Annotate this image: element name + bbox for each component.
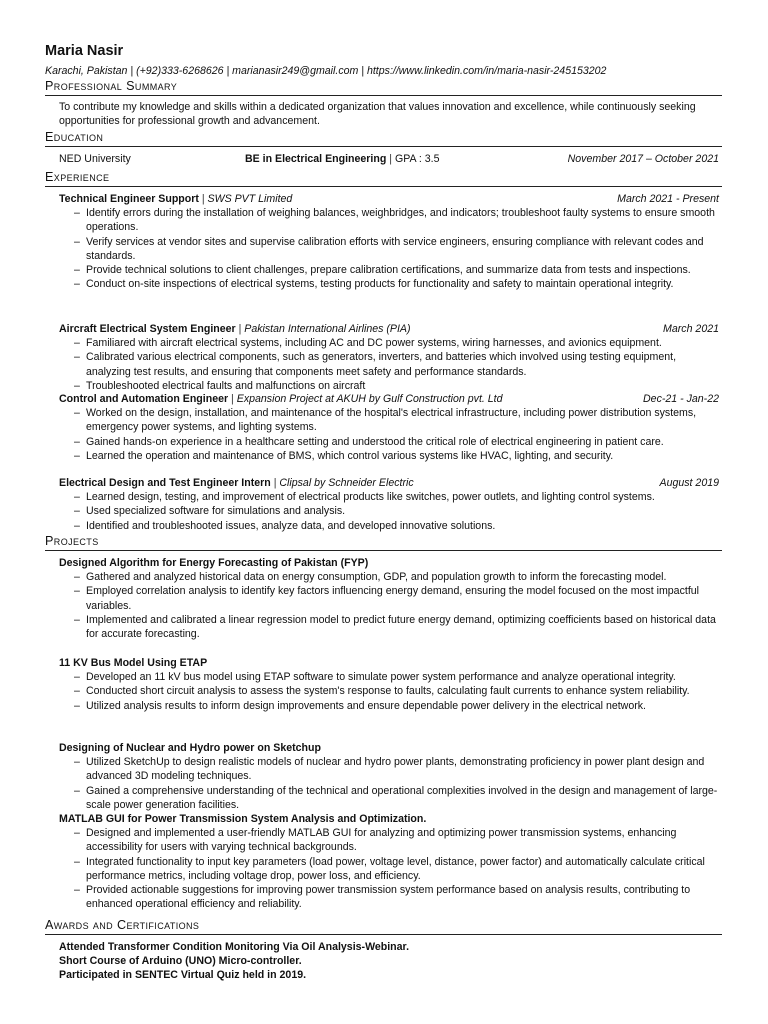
bullet-item: – Troubleshooted electrical faults and malfunctions on aircraft [59, 379, 718, 393]
project-name: Designing of Nuclear and Hydro power on Sketchup [59, 742, 321, 754]
education-row [59, 152, 719, 166]
separator: | [228, 393, 237, 405]
section-title: Awards and Certifications [45, 918, 200, 932]
separator: | [198, 193, 208, 205]
job-org: SWS PVT Limited [207, 193, 293, 205]
job-role: Electrical Design and Test Engineer Intern [59, 477, 271, 489]
section-header-awards [45, 918, 722, 935]
summary-text: To contribute my knowledge and skills within a dedicated organization that values innovation and excellence, while continuously seeking opportunities for professional growth and advancement. [59, 101, 696, 128]
bullet-item: – Integrated functionality to input key parameters (load power, voltage level, distance, power factor) and automatically calculate critical performance metrics, including voltage drop, power loss, and efficiency. [59, 855, 718, 883]
bullet-item: – Calibrated various electrical components, such as generators, inverters, and batteries which involved using testing equipment, analyzing test results, and ensuring that components meet safety and performance standards. [59, 350, 718, 378]
job-role: Technical Engineer Support [59, 193, 199, 205]
job-header [59, 476, 719, 490]
job-bullets [59, 490, 719, 533]
bullet-item: – Used specialized software for simulations and analysis. [59, 504, 718, 518]
project-name: Designed Algorithm for Energy Forecasting of Pakistan (FYP) [59, 557, 369, 569]
project-bullets [59, 755, 719, 812]
project-entry [59, 812, 719, 911]
award-item: Short Course of Arduino (UNO) Micro-controller. [59, 955, 302, 968]
bullet-item: – Utilized analysis results to inform design improvements and ensure dependable power delivery in the electrical network. [59, 699, 718, 713]
job-header [59, 322, 719, 336]
candidate-name: Maria Nasir [45, 43, 124, 59]
section-header-summary [45, 79, 722, 96]
project-bullets [59, 826, 719, 911]
job-entry [59, 392, 719, 463]
bullet-item: – Identified and troubleshooted issues, analyze data, and developed innovative solutions. [59, 519, 718, 533]
bullet-item: – Gathered and analyzed historical data on energy consumption, GDP, and population growth to inform the forecasting model. [59, 570, 718, 584]
award-item: Participated in SENTEC Virtual Quiz held in 2019. [59, 969, 307, 982]
project-bullets [59, 570, 719, 641]
section-header-experience [45, 170, 722, 187]
degree-info [245, 152, 568, 166]
bullet-item: – Learned design, testing, and improvement of electrical products like switches, power outlets, and lighting control systems. [59, 490, 718, 504]
bullet-item: – Developed an 11 kV bus model using ETAP software to simulate power system performance and analyze operational integrity. [59, 670, 718, 684]
project-entry [59, 741, 719, 812]
bullet-item: – Worked on the design, installation, and maintenance of the hospital's electrical infrastructure, including power distribution systems, emergency power systems, and lighting systems. [59, 406, 718, 434]
job-role: Aircraft Electrical System Engineer [59, 323, 236, 335]
job-role: Control and Automation Engineer [59, 393, 229, 405]
project-entry [59, 556, 719, 641]
contact-line: Karachi, Pakistan | (+92)333-6268626 | marianasir249@gmail.com | https://www.linkedin.com/in/maria-nasir-245153202 [45, 65, 607, 77]
job-bullets [59, 336, 719, 393]
section-header-education [45, 130, 722, 147]
bullet-item: – Gained hands-on experience in a healthcare setting and understood the critical role of electrical engineering in patient care. [59, 435, 718, 449]
job-title-line [59, 392, 503, 406]
job-entry [59, 192, 719, 291]
education-dates: November 2017 – October 2021 [567, 153, 719, 165]
separator: | [270, 477, 280, 489]
job-date: August 2019 [659, 477, 719, 489]
job-header [59, 392, 719, 406]
job-title-line [59, 476, 414, 490]
bullet-item: – Identify errors during the installation of weighing balances, weighbridges, and indicators; troubleshoot faulty systems to ensure smooth operations. [59, 206, 718, 234]
project-name: MATLAB GUI for Power Transmission System Analysis and Optimization. [59, 813, 427, 825]
separator: | [389, 153, 395, 165]
job-org: Clipsal by Schneider Electric [279, 477, 414, 489]
job-date: Dec-21 - Jan-22 [643, 393, 719, 405]
bullet-item: – Gained a comprehensive understanding of the technical and operational complexities involved in the design and management of large-scale power generation facilities. [59, 784, 718, 812]
bullet-item: – Provided actionable suggestions for improving power transmission system performance based on analysis results, contributing to enhanced operational efficiency and reliability. [59, 883, 718, 911]
job-org: Pakistan International Airlines (PIA) [244, 323, 411, 335]
job-bullets [59, 406, 719, 463]
job-title-line [59, 322, 411, 336]
section-title: Experience [45, 170, 110, 184]
job-title-line [59, 192, 292, 206]
section-title: Professional Summary [45, 79, 178, 93]
degree-name: BE in Electrical Engineering [245, 153, 387, 165]
bullet-item: – Employed correlation analysis to identify key factors influencing energy demand, ensuring the model focused on the most impactful variables. [59, 584, 718, 612]
awards-list [59, 940, 719, 983]
school-name: NED University [59, 153, 131, 165]
job-entry [59, 476, 719, 533]
award-item: Attended Transformer Condition Monitoring Via Oil Analysis-Webinar. [59, 941, 410, 953]
bullet-item: – Designed and implemented a user-friendly MATLAB GUI for analyzing and optimizing power transmission systems, enhancing accessibility for users with varying technical backgrounds. [59, 826, 718, 854]
bullet-item: – Provide technical solutions to client challenges, prepare calibration certifications, and summarize data from tests and inspections. [59, 263, 718, 277]
project-name: 11 KV Bus Model Using ETAP [59, 657, 208, 669]
bullet-item: – Verify services at vendor sites and supervise calibration efforts with service engineers, ensuring compliance with relevant codes and standards. [59, 235, 718, 263]
gpa: GPA : 3.5 [394, 153, 440, 165]
bullet-item: – Conducted short circuit analysis to assess the system's response to faults, calculating fault currents to enhance system reliability. [59, 684, 718, 698]
separator: | [235, 323, 245, 335]
bullet-item: – Familiared with aircraft electrical systems, including AC and DC power systems, wiring harnesses, and avionics equipment. [59, 336, 718, 350]
project-bullets [59, 670, 719, 713]
job-date: March 2021 - Present [617, 193, 719, 205]
bullet-item: – Implemented and calibrated a linear regression model to predict future energy demand, optimizing coefficients based on historical data for accurate forecasting. [59, 613, 718, 641]
bullet-item: – Conduct on-site inspections of electrical systems, testing products for functionality and safety to maintain operational integrity. [59, 277, 718, 291]
bullet-item: – Learned the operation and maintenance of BMS, which control various systems like HVAC, lighting, and security. [59, 449, 718, 463]
job-header [59, 192, 719, 206]
section-header-projects [45, 534, 722, 551]
section-title: Education [45, 130, 104, 144]
project-entry [59, 656, 719, 713]
section-title: Projects [45, 534, 99, 548]
bullet-item: – Utilized SketchUp to design realistic models of nuclear and hydro power plants, demonstrating proficiency in power plant design and advanced 3D modeling techniques. [59, 755, 718, 783]
job-bullets [59, 206, 719, 291]
job-org: Expansion Project at AKUH by Gulf Construction pvt. Ltd [236, 393, 503, 405]
job-date: March 2021 [663, 323, 719, 335]
job-entry [59, 322, 719, 393]
